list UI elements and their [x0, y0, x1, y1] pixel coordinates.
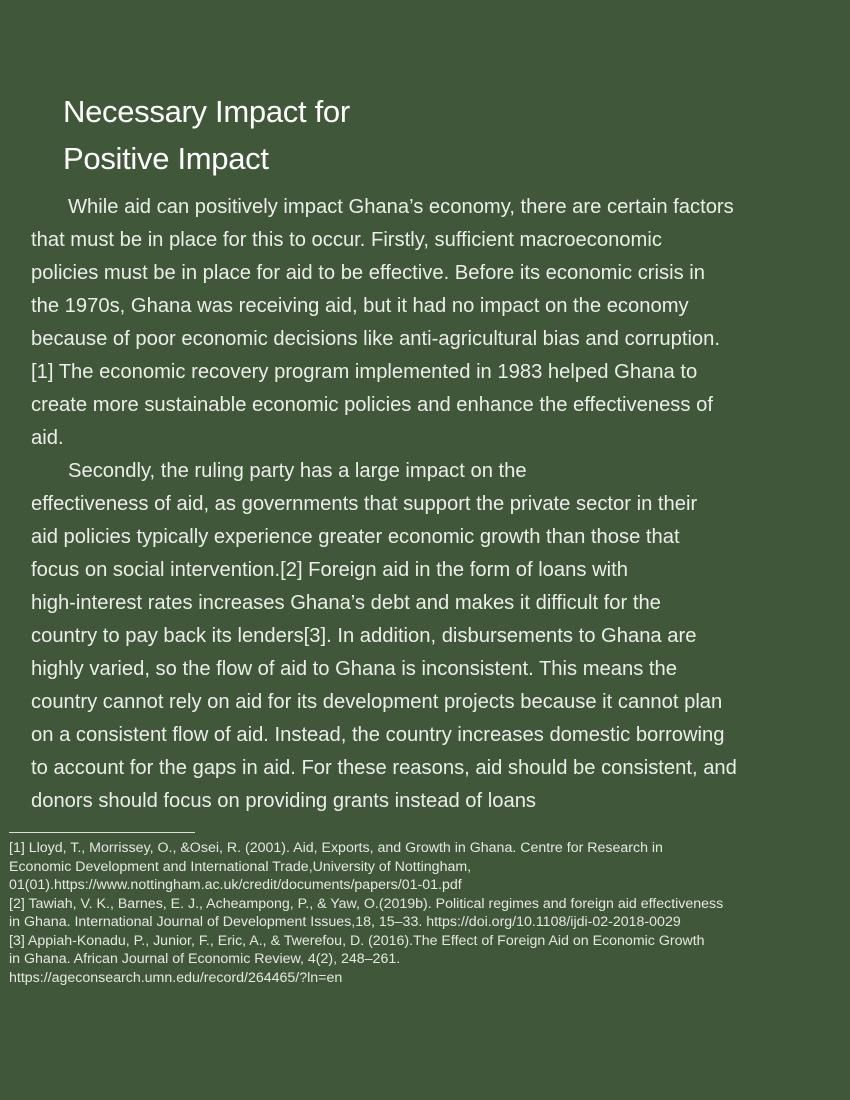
footnote-line: Economic Development and International Trade,University of Nottingham,	[9, 858, 472, 875]
paragraph-line: country cannot rely on aid for its development projects because it cannot plan	[31, 691, 723, 713]
footnotes	[9, 839, 847, 987]
paragraph-line: effectiveness of aid, as governments that support the private sector in their	[31, 493, 698, 515]
paragraph-line: policies must be in place for aid to be effective. Before its economic crisis in	[31, 262, 705, 284]
body-text	[31, 191, 831, 818]
footnote-line: [3] Appiah-Konadu, P., Junior, F., Eric, A., & Twerefou, D. (2016).The Effect of Foreign Aid on Economic Growth	[9, 932, 705, 949]
footnote-link[interactable]: 01(01).https://www.nottingham.ac.uk/credit/documents/papers/01-01.pdf	[9, 877, 462, 893]
footnote-line: in Ghana. African Journal of Economic Review, 4(2), 248–261.	[9, 951, 401, 967]
paragraph-line: the 1970s, Ghana was receiving aid, but it had no impact on the economy	[31, 295, 689, 317]
paragraph-line: highly varied, so the flow of aid to Ghana is inconsistent. This means the	[31, 658, 677, 680]
paragraph-line: Secondly, the ruling party has a large impact on the	[68, 460, 527, 482]
paragraph-line: aid policies typically experience greater economic growth than those that	[31, 526, 680, 548]
footnote-line: [2] Tawiah, V. K., Barnes, E. J., Acheampong, P., & Yaw, O.(2019b). Political regimes and foreign aid effectiveness	[9, 895, 724, 912]
paragraph-line: aid.	[31, 427, 64, 449]
paragraph-2	[31, 455, 831, 818]
page-title-line-2: Positive Impact	[63, 141, 269, 176]
footnote-link[interactable]: https://ageconsearch.umn.edu/record/264465/?ln=en	[9, 969, 343, 986]
paragraph-line: high-interest rates increases Ghana’s debt and makes it difficult for the	[31, 592, 661, 614]
footnote-line: [1] Lloyd, T., Morrissey, O., &Osei, R. (2001). Aid, Exports, and Growth in Ghana. Centre for Research in	[9, 840, 663, 856]
paragraph-1	[31, 191, 831, 455]
paragraph-line: because of poor economic decisions like anti-agricultural bias and corruption.	[31, 328, 720, 350]
footnote-divider	[9, 832, 195, 833]
paragraph-line: that must be in place for this to occur. Firstly, sufficient macroeconomic	[31, 229, 662, 251]
page-title	[63, 88, 663, 182]
page-title-line-1: Necessary Impact for	[63, 94, 350, 129]
paragraph-line: create more sustainable economic policies and enhance the effectiveness of	[31, 394, 713, 416]
paragraph-line: on a consistent flow of aid. Instead, the country increases domestic borrowing	[31, 724, 725, 746]
paragraph-line: country to pay back its lenders[3]. In addition, disbursements to Ghana are	[31, 625, 697, 647]
footnote-line: in Ghana. International Journal of Development Issues,18, 15–33. https://doi.org/10.1108/ijdi-02-2018-0029	[9, 914, 681, 930]
paragraph-line: While aid can positively impact Ghana’s economy, there are certain factors	[68, 196, 734, 218]
paragraph-line: [1] The economic recovery program implemented in 1983 helped Ghana to	[31, 361, 698, 383]
paragraph-line: donors should focus on providing grants instead of loans	[31, 790, 537, 812]
paragraph-line: to account for the gaps in aid. For these reasons, aid should be consistent, and	[31, 757, 737, 779]
paragraph-line: focus on social intervention.[2] Foreign aid in the form of loans with	[31, 559, 628, 581]
